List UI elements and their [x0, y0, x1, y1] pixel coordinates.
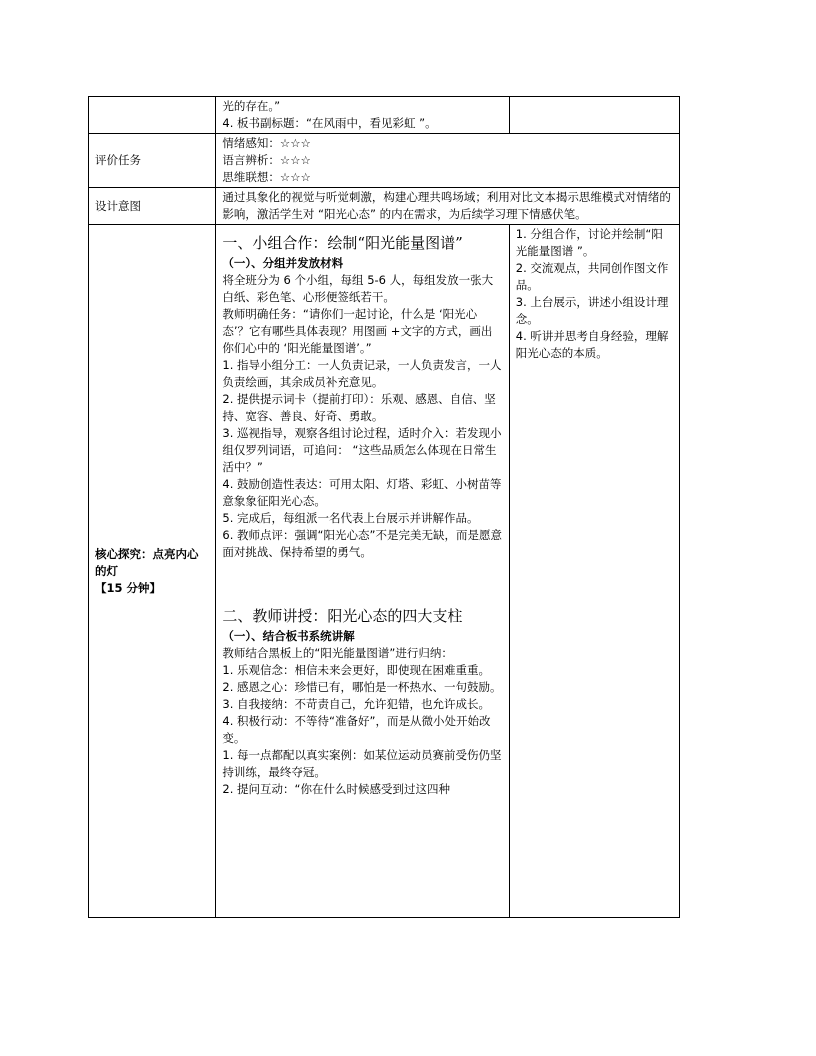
section-subheading: （一）、结合板书系统讲解 [222, 629, 355, 643]
table-row-core [89, 225, 680, 918]
evaluation-item: 语言辨析：☆☆☆ [222, 153, 311, 167]
section-subheading: （一）、分组并发放材料 [222, 256, 344, 270]
design-content: 通过具象化的视觉与听觉刺激，构建心理共鸣场域；利用对比文本揭示思维模式对情绪的影响，激活学生对 “阳光心态” 的内在需求，为后续学习理下情感伏笔。 [216, 188, 680, 225]
student-activity: 1. 分组合作，讨论并绘制“阳光能量图谱 ”。 [515, 227, 663, 258]
evaluation-item: 情绪感知：☆☆☆ [222, 136, 311, 150]
student-activity: 3. 上台展示，讲述小组设计理念。 [515, 295, 669, 326]
design-label: 设计意图 [89, 188, 216, 225]
student-activities [509, 225, 679, 918]
paragraph: 2. 感恩之心：珍惜已有，哪怕是一杯热水、一句鼓励。 [222, 680, 502, 694]
paragraph: 教师明确任务：“请你们一起讨论，什么是 ‘阳光心态’？它有哪些具体表现？用图画 +文字的方式，画出你们心中的 ‘阳光能量图谱’。” [222, 307, 493, 355]
text-line: 4. 板书副标题：“在风雨中，看见彩虹 ”。 [222, 116, 437, 130]
paragraph: 2. 提问互动：“你在什么时候感受到过这四种 [222, 782, 450, 796]
table-row-evaluation [89, 134, 680, 188]
student-activity: 2. 交流观点，共同创作图文作品。 [515, 261, 669, 292]
core-label-title: 核心探究：点亮内心的灯 [95, 546, 199, 578]
core-label-duration: 【15 分钟】 [95, 580, 162, 595]
side-cell-empty [509, 97, 679, 134]
paragraph: 4. 积极行动：不等待“准备好”，而是从微小处开始改变。 [222, 714, 491, 745]
section-heading: 二、教师讲授：阳光心态的四大支柱 [222, 607, 463, 625]
student-activity: 4. 听讲并思考自身经验，理解阳光心态的本质。 [515, 329, 669, 360]
label-cell-empty [89, 97, 216, 134]
paragraph: 3. 巡视指导，观察各组讨论过程，适时介入：若发现小组仅罗列词语，可追问： “这些品质怎么体现在日常生活中？” [222, 426, 502, 474]
evaluation-item: 思维联想：☆☆☆ [222, 170, 311, 184]
table-row-design [89, 188, 680, 225]
paragraph: 2. 提供提示词卡（提前打印）：乐观、感恩、自信、坚持、宽容、善良、好奇、勇敢。 [222, 392, 496, 423]
paragraph: 4. 鼓励创造性表达：可用太阳、灯塔、彩虹、小树苗等意象象征阳光心态。 [222, 477, 502, 508]
evaluation-label: 评价任务 [89, 134, 216, 188]
section-heading: 一、小组合作：绘制“阳光能量图谱” [222, 234, 463, 252]
core-label [89, 225, 216, 918]
lesson-plan-table [88, 96, 680, 918]
core-main-content [216, 225, 509, 918]
paragraph: 1. 指导小组分工：一人负责记录，一人负责发言，一人负责绘画，其余成员补充意见。 [222, 358, 502, 389]
text-line: 光的存在。” [222, 99, 281, 113]
paragraph: 教师结合黑板上的“阳光能量图谱”进行归纳： [222, 646, 453, 660]
paragraph: 6. 教师点评：强调“阳光心态”不是完美无缺，而是愿意面对挑战、保持希望的勇气。 [222, 528, 502, 559]
paragraph: 1. 每一点都配以真实案例：如某位运动员赛前受伤仍坚持训练，最终夺冠。 [222, 748, 502, 779]
paragraph: 将全班分为 6 个小组，每组 5-6 人，每组发放一张大白纸、彩色笔、心形便签纸若干。 [222, 273, 494, 304]
paragraph: 3. 自我接纳：不苛责自己，允许犯错，也允许成长。 [222, 697, 491, 711]
main-cell-top [216, 97, 509, 134]
table-row-top [89, 97, 680, 134]
evaluation-content [216, 134, 680, 188]
paragraph: 5. 完成后，每组派一名代表上台展示并讲解作品。 [222, 511, 479, 525]
paragraph: 1. 乐观信念：相信未来会更好，即使现在困难重重。 [222, 663, 491, 677]
spacer [222, 561, 502, 599]
